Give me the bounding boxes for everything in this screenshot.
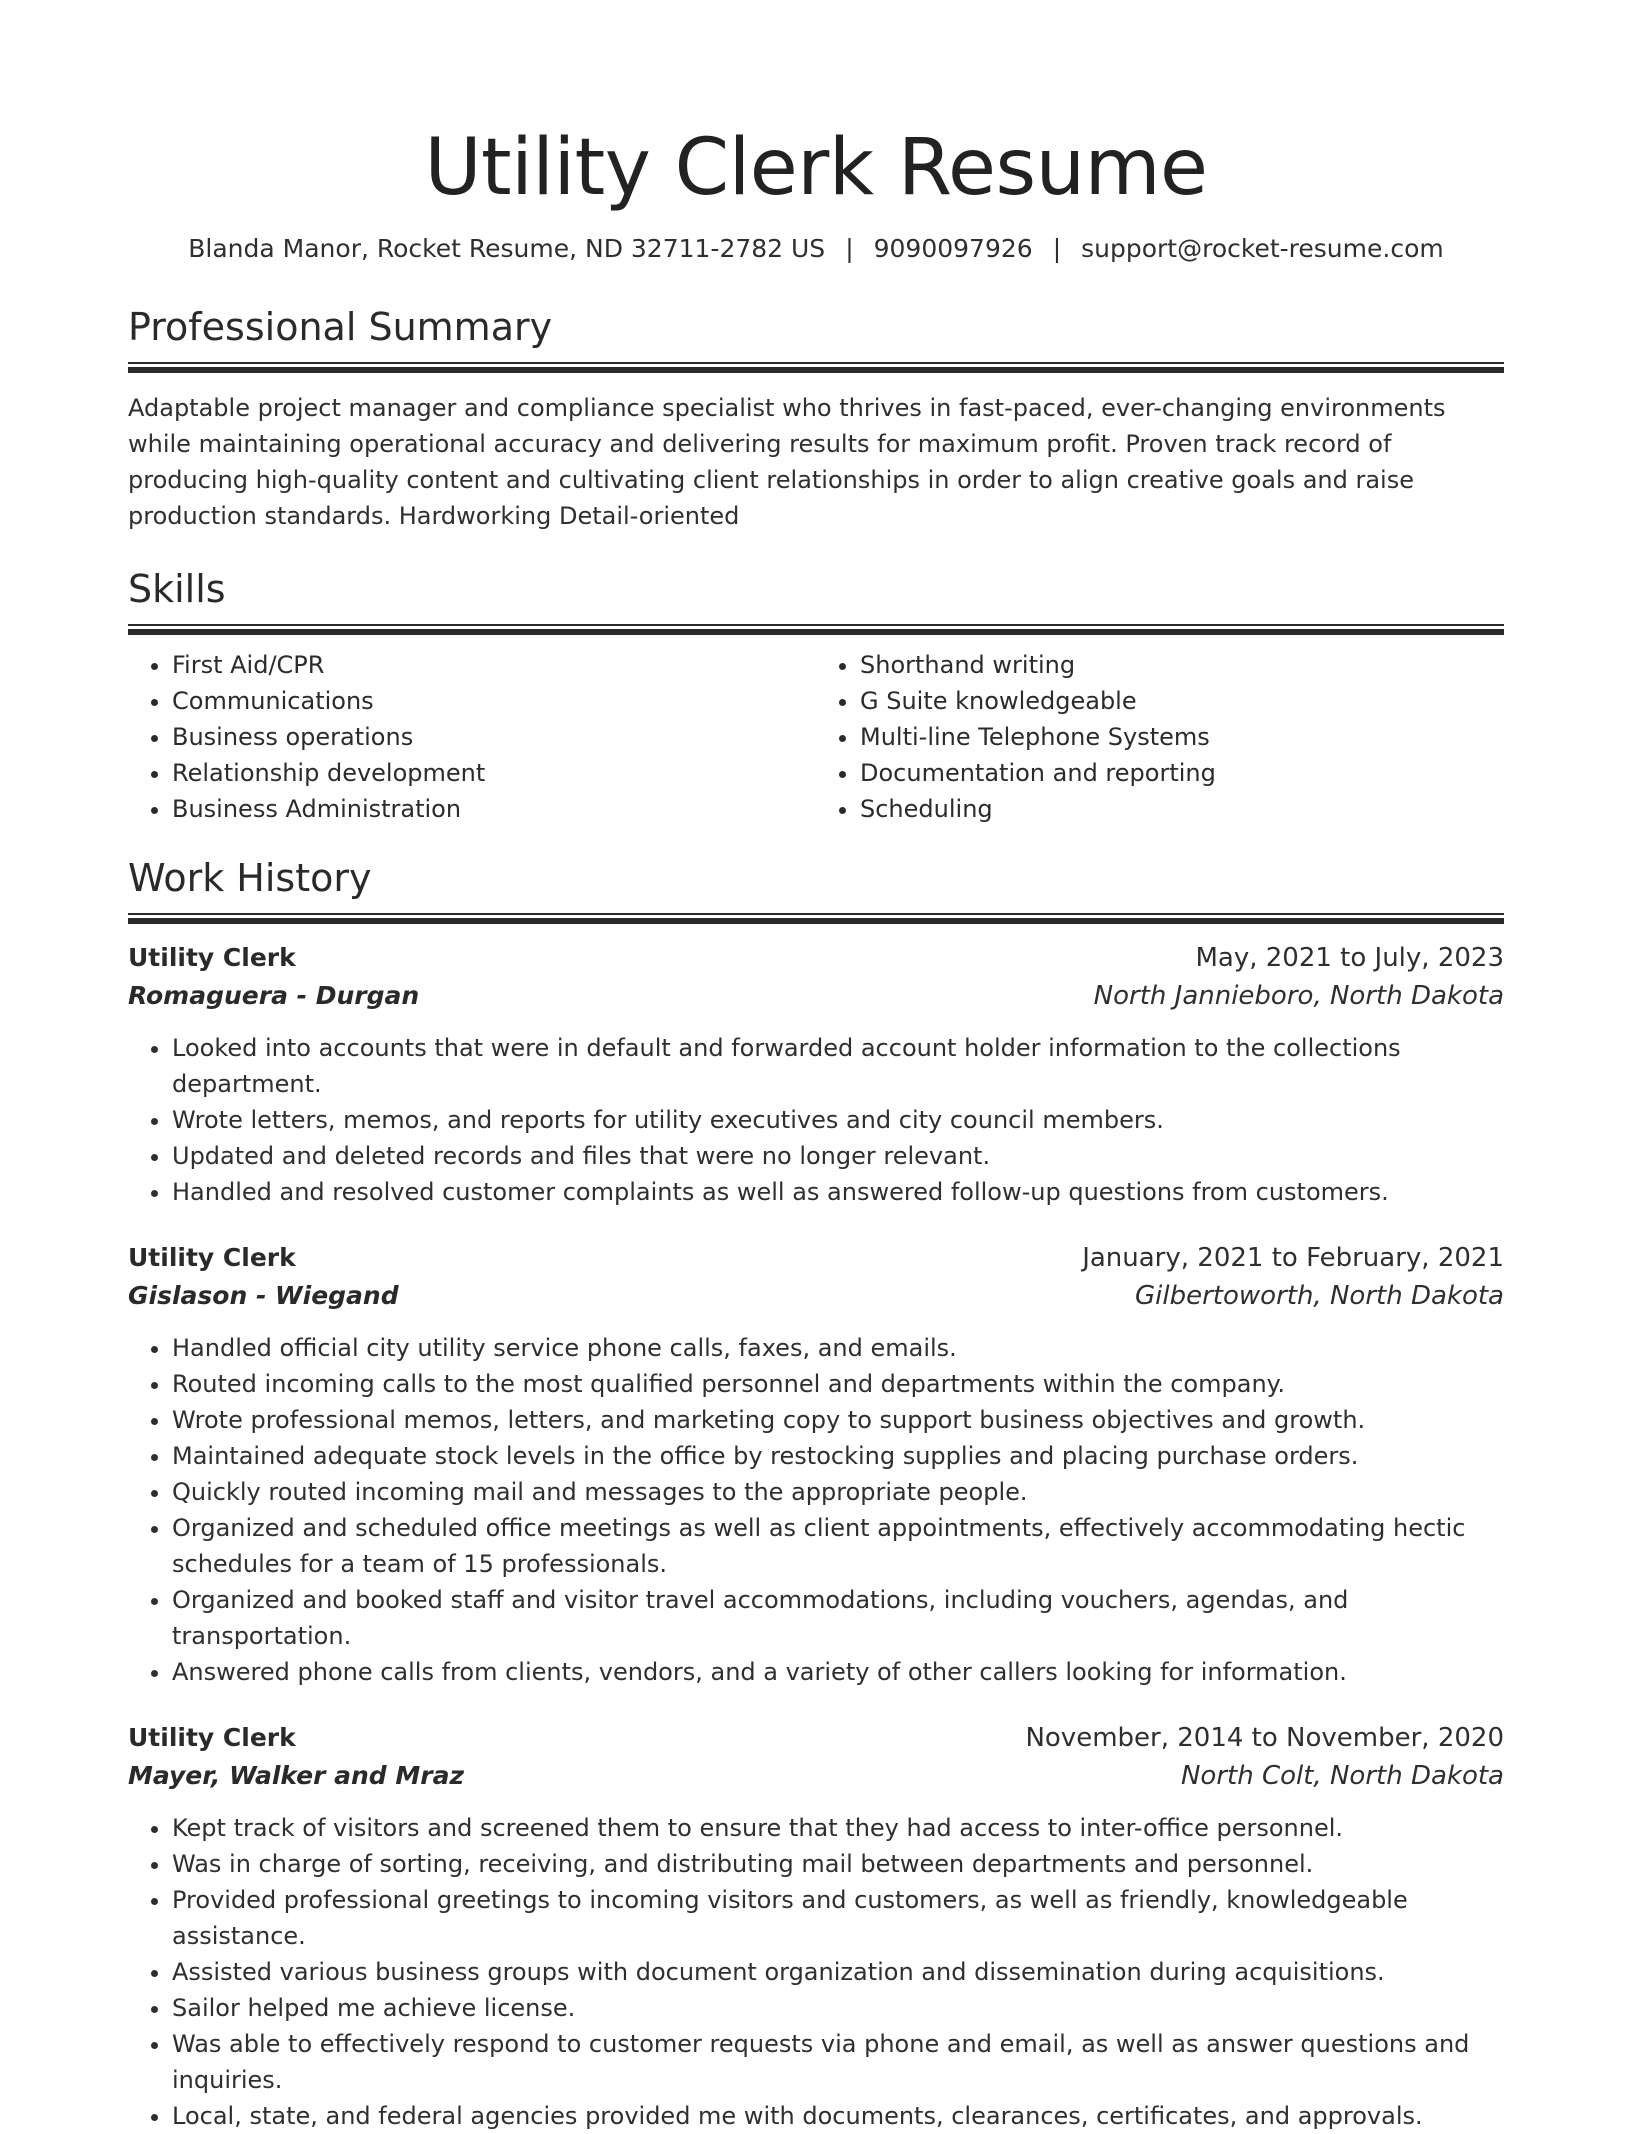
skill-item: • Documentation and reporting [860,755,1504,791]
job-company: Gislason - Wiegand [128,1281,399,1310]
job-bullet: • Sailor helped me achieve license. [172,1990,1504,2026]
job-bullets [128,1330,1504,1690]
job-bullet: • Looked into accounts that were in default and forwarded account holder information to the collections department. [172,1030,1504,1102]
job-header-row [128,1720,1504,1756]
skills-column-left [128,647,816,827]
skill-item: • Relationship development [172,755,816,791]
section-divider [128,362,1504,373]
job-company-row [128,1756,1504,1796]
skill-item: • G Suite knowledgeable [860,683,1504,719]
contact-separator: | [845,234,854,263]
contact-separator: | [1052,234,1062,263]
job-entry [128,940,1504,1210]
job-bullet: • Answered phone calls from clients, vendors, and a variety of other callers looking for information. [172,1654,1504,1690]
job-company-row [128,1276,1504,1316]
job-header-row [128,1240,1504,1276]
resume-page [128,0,1504,2134]
job-location: North Colt, North Dakota [1180,1761,1504,1791]
job-bullet: • Was able to effectively respond to customer requests via phone and email, as well as answer questions and inquiries. [172,2026,1504,2098]
job-title: Utility Clerk [128,943,296,972]
skill-item: • Scheduling [860,791,1504,827]
email: support@rocket-resume.com [1081,234,1444,263]
skills-grid [128,647,1504,827]
work-history-heading: Work History [128,856,372,900]
job-title: Utility Clerk [128,1723,296,1752]
section-divider [128,913,1504,924]
job-bullet: • Organized and booked staff and visitor travel accommodations, including vouchers, agendas, and transportation. [172,1582,1504,1654]
job-bullet: • Was in charge of sorting, receiving, and distributing mail between departments and personnel. [172,1846,1504,1882]
job-company: Mayer, Walker and Mraz [128,1761,465,1790]
job-location: North Jannieboro, North Dakota [1093,981,1504,1011]
job-company-row [128,976,1504,1016]
job-dates: May, 2021 to July, 2023 [1195,943,1504,973]
job-bullets [128,1030,1504,1210]
job-header-row [128,940,1504,976]
skill-item: • Multi-line Telephone Systems [860,719,1504,755]
job-bullet: • Handled and resolved customer complaints as well as answered follow-up questions from customers. [172,1174,1504,1210]
job-bullet: • Updated and deleted records and files that were no longer relevant. [172,1138,1504,1174]
section-divider [128,624,1504,635]
job-bullet: • Provided professional greetings to incoming visitors and customers, as well as friendly, knowledgeable assistance. [172,1882,1504,1954]
job-bullet: • Local, state, and federal agencies provided me with documents, clearances, certificates, and approvals. [172,2098,1504,2134]
skills-column-right [816,647,1504,827]
job-bullet: • Routed incoming calls to the most qualified personnel and departments within the company. [172,1366,1504,1402]
contact-line [128,232,1504,266]
skill-item: • Business operations [172,719,816,755]
job-bullet: • Maintained adequate stock levels in the office by restocking supplies and placing purchase orders. [172,1438,1504,1474]
summary-heading: Professional Summary [128,305,553,349]
skill-item: • First Aid/CPR [172,647,816,683]
address: Blanda Manor, Rocket Resume, ND 32711-2782 US [188,234,826,263]
skill-item: • Shorthand writing [860,647,1504,683]
job-bullet: • Quickly routed incoming mail and messages to the appropriate people. [172,1474,1504,1510]
skill-item: • Business Administration [172,791,816,827]
job-bullet: • Kept track of visitors and screened them to ensure that they had access to inter-office personnel. [172,1810,1504,1846]
job-company: Romaguera - Durgan [128,981,420,1010]
job-title: Utility Clerk [128,1243,296,1272]
job-bullet: • Wrote letters, memos, and reports for utility executives and city council members. [172,1102,1504,1138]
job-bullet: • Handled official city utility service phone calls, faxes, and emails. [172,1330,1504,1366]
skills-heading: Skills [128,567,226,611]
phone: 9090097926 [873,234,1033,263]
job-dates: January, 2021 to February, 2021 [1082,1243,1504,1273]
summary-text: Adaptable project manager and compliance specialist who thrives in fast-paced, ever-changing environments while maintaining operational accuracy and delivering results for maximum profit. Proven track record of producing high-quality content and cultivating client relationships in order to align creative goals and raise production standards. Hardworking Detail-oriented [128,394,1446,530]
job-bullet: • Assisted various business groups with document organization and dissemination during acquisitions. [172,1954,1504,1990]
job-bullet: • Wrote professional memos, letters, and marketing copy to support business objectives and growth. [172,1402,1504,1438]
job-entry [128,1240,1504,1690]
job-dates: November, 2014 to November, 2020 [1025,1723,1504,1753]
job-location: Gilbertoworth, North Dakota [1135,1281,1504,1311]
job-entry [128,1720,1504,2134]
job-bullets [128,1810,1504,2134]
resume-title: Utility Clerk Resume [424,123,1208,213]
job-bullet: • Organized and scheduled office meetings as well as client appointments, effectively accommodating hectic schedules for a team of 15 professionals. [172,1510,1504,1582]
skill-item: • Communications [172,683,816,719]
